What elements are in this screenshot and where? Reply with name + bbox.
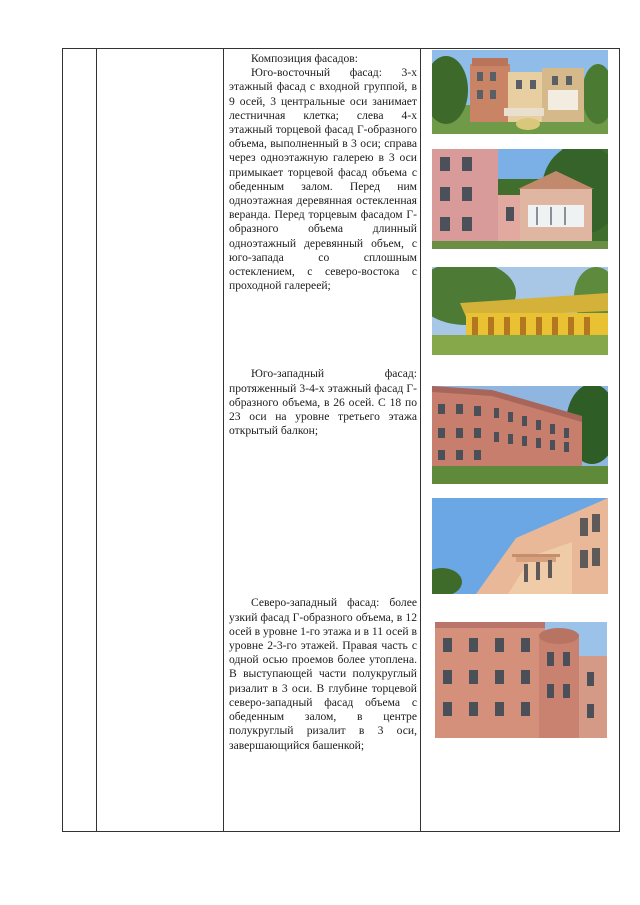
facade-description <box>229 52 417 753</box>
paragraph-south-west: Юго-западный фасад: протяженный 3-4-х этажный фасад Г-образного объема, в 26 осей. С 18 по 23 оси на уровне третьего этажа открытый балкон; <box>229 367 417 438</box>
facade-photo-4 <box>432 386 608 484</box>
table-col-divider-1 <box>96 48 97 832</box>
table-border-top <box>62 48 620 49</box>
table-border-bottom <box>62 831 620 832</box>
table-col-divider-2 <box>223 48 224 832</box>
facade-photo-3 <box>432 267 608 355</box>
paragraph-north-west: Северо-западный фасад: более узкий фасад Г-образного объема, в 12 осей в уровне 1-го этажа и в 11 осей в уровне 2-3-го этажей. Правая часть с одной осью проемов более утоплена. В выступающей части полукруглый ризалит в 3 оси. В глубине торцевой северо-западный фасад объема с обеденным залом, в центре полукруглый ризалит в 3 оси, завершающийся башенкой; <box>229 596 417 752</box>
table-border-right <box>619 48 620 832</box>
facade-photo-2 <box>432 149 608 249</box>
paragraph-south-east: Юго-восточный фасад: 3-х этажный фасад с входной группой, в 9 осей, 3 центральные оси занимает лестничная клетка; слева 4-х этажный торцевой фасад Г-образного объема, выполненный в 3 оси; справа через одноэтажную галерею в 3 оси примыкает торцевой фасад объема с обеденным залом. Перед ним одноэтажная деревянная остекленная веранда. Перед торцевым фасадом Г-образного объема длинный одноэтажный деревянный объем, с юго-запада со сплошным остеклением, с северо-востока с проходной галереей; <box>229 66 417 293</box>
table-border-left <box>62 48 63 832</box>
table-col-divider-3 <box>420 48 421 832</box>
section-title: Композиция фасадов: <box>251 52 358 65</box>
facade-photo-6 <box>435 622 607 738</box>
facade-photo-1 <box>432 50 608 134</box>
facade-photo-5 <box>432 498 608 594</box>
